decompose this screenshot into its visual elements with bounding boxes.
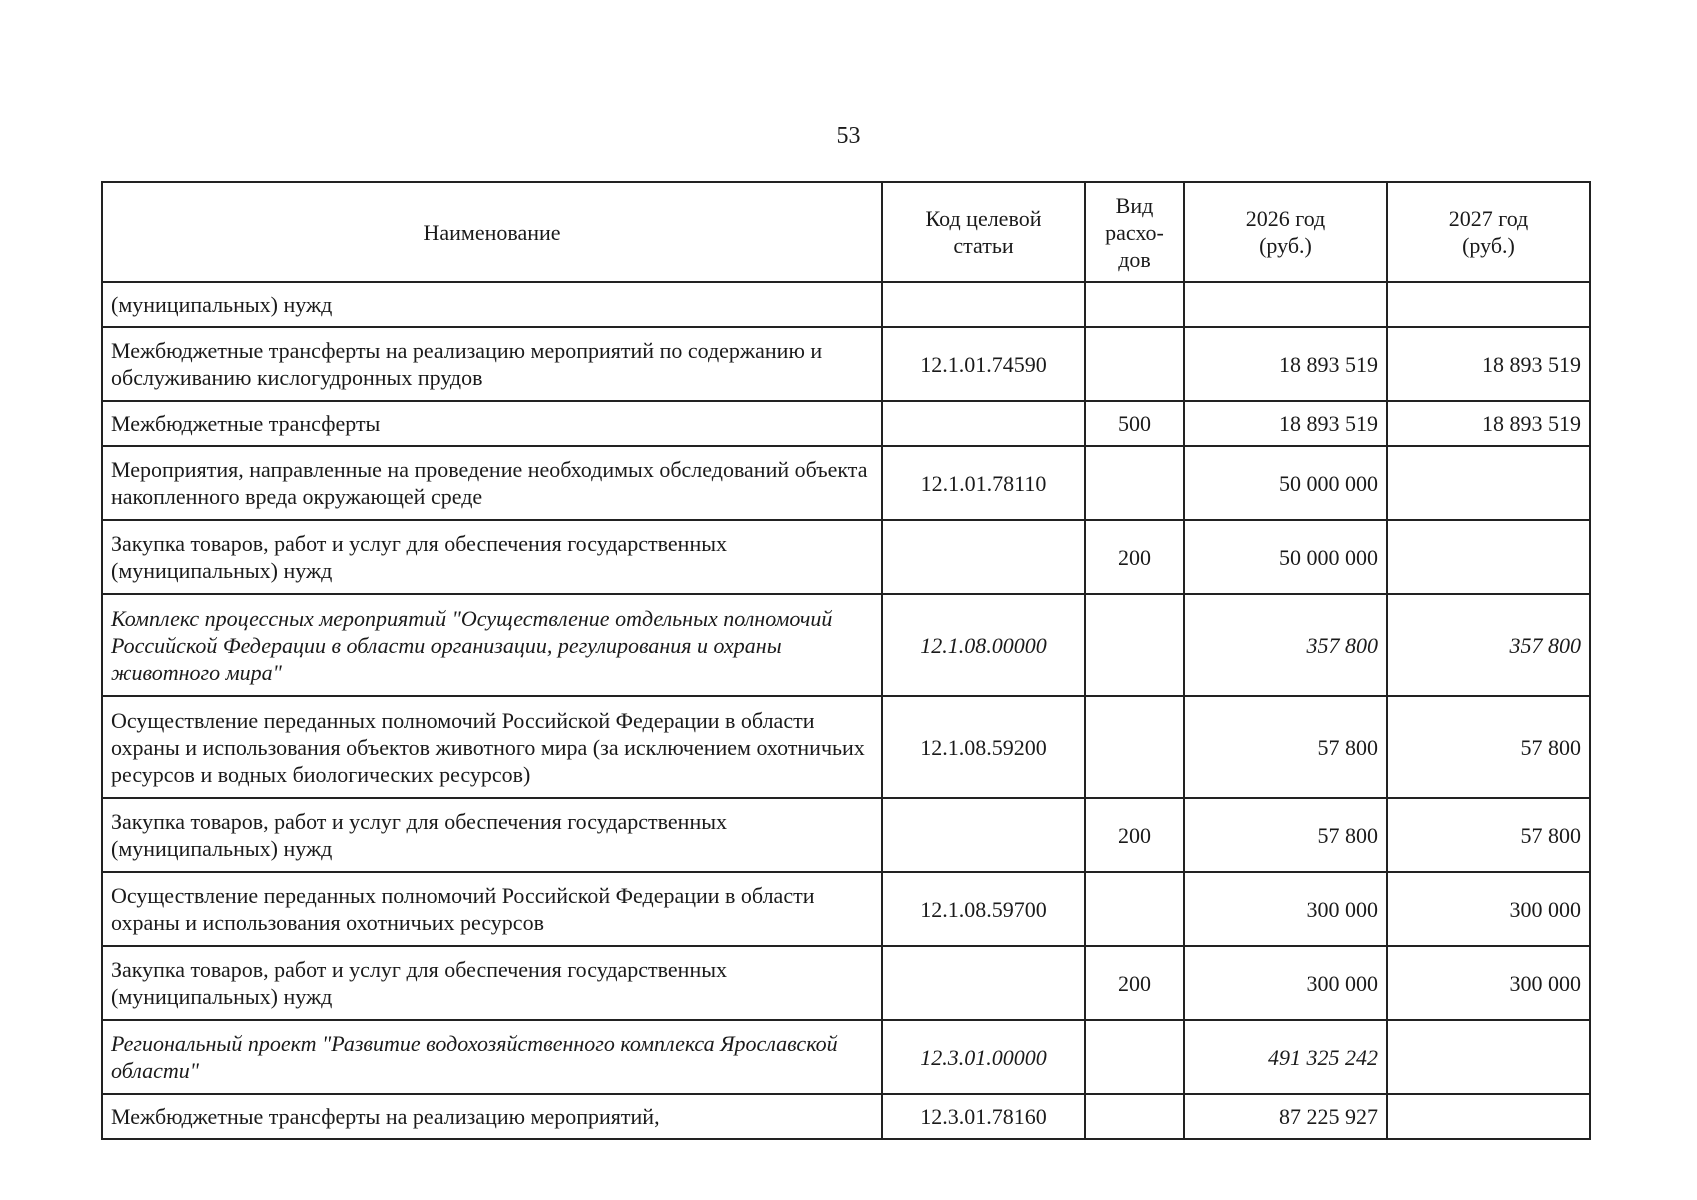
row-kind: 200 [1085, 798, 1184, 872]
row-2026: 491 325 242 [1184, 1020, 1387, 1094]
page-number: 53 [836, 123, 861, 149]
row-kind [1085, 1094, 1184, 1139]
row-2026: 87 225 927 [1184, 1094, 1387, 1139]
row-name: Межбюджетные трансферты на реализацию мероприятий, [102, 1094, 882, 1139]
table-header-row [102, 182, 1590, 282]
row-2026: 18 893 519 [1184, 327, 1387, 401]
row-2027 [1387, 282, 1590, 327]
row-kind [1085, 446, 1184, 520]
row-code: 12.3.01.00000 [882, 1020, 1085, 1094]
row-code: 12.1.01.78110 [882, 446, 1085, 520]
row-name: Межбюджетные трансферты [102, 401, 882, 446]
row-code [882, 401, 1085, 446]
row-2027: 300 000 [1387, 946, 1590, 1020]
header-code: Код целевой статьи [882, 182, 1085, 282]
row-name: Межбюджетные трансферты на реализацию мероприятий по содержанию и обслуживанию кислогудронных прудов [102, 327, 882, 401]
row-name: (муниципальных) нужд [102, 282, 882, 327]
row-code: 12.3.01.78160 [882, 1094, 1085, 1139]
row-2026: 300 000 [1184, 946, 1387, 1020]
row-kind: 200 [1085, 520, 1184, 594]
row-code: 12.1.08.00000 [882, 594, 1085, 696]
row-code: 12.1.01.74590 [882, 327, 1085, 401]
row-code [882, 520, 1085, 594]
row-kind: 200 [1085, 946, 1184, 1020]
row-2026: 57 800 [1184, 696, 1387, 798]
row-2027: 57 800 [1387, 798, 1590, 872]
table-row [102, 401, 1590, 446]
row-code [882, 946, 1085, 1020]
row-2027: 357 800 [1387, 594, 1590, 696]
row-2027 [1387, 520, 1590, 594]
table-row [102, 946, 1590, 1020]
row-2026: 50 000 000 [1184, 446, 1387, 520]
header-kind: Вид расхо- дов [1085, 182, 1184, 282]
row-2027: 300 000 [1387, 872, 1590, 946]
table-row [102, 327, 1590, 401]
row-kind: 500 [1085, 401, 1184, 446]
row-name: Закупка товаров, работ и услуг для обеспечения государственных (муниципальных) нужд [102, 520, 882, 594]
row-kind [1085, 1020, 1184, 1094]
row-name: Региональный проект "Развитие водохозяйственного комплекса Ярославской области" [102, 1020, 882, 1094]
row-code [882, 798, 1085, 872]
row-2026: 57 800 [1184, 798, 1387, 872]
table-row [102, 1020, 1590, 1094]
header-2027: 2027 год (руб.) [1387, 182, 1590, 282]
row-name: Осуществление переданных полномочий Российской Федерации в области охраны и использования объектов животного мира (за исключением охотничьих ресурсов и водных биологических ресурсов) [102, 696, 882, 798]
row-name: Мероприятия, направленные на проведение необходимых обследований объекта накопленного вреда окружающей среде [102, 446, 882, 520]
table-row [102, 1094, 1590, 1139]
row-kind [1085, 282, 1184, 327]
row-code: 12.1.08.59700 [882, 872, 1085, 946]
row-2027 [1387, 1020, 1590, 1094]
header-name: Наименование [102, 182, 882, 282]
row-2027: 18 893 519 [1387, 327, 1590, 401]
row-2026: 357 800 [1184, 594, 1387, 696]
row-name: Комплекс процессных мероприятий "Осуществление отдельных полномочий Российской Федерации в области организации, регулирования и охраны животного мира" [102, 594, 882, 696]
budget-table [101, 181, 1591, 1140]
row-2027: 18 893 519 [1387, 401, 1590, 446]
row-name: Закупка товаров, работ и услуг для обеспечения государственных (муниципальных) нужд [102, 798, 882, 872]
row-2026 [1184, 282, 1387, 327]
row-2027 [1387, 1094, 1590, 1139]
row-name: Осуществление переданных полномочий Российской Федерации в области охраны и использования охотничьих ресурсов [102, 872, 882, 946]
table-row [102, 282, 1590, 327]
table-row [102, 594, 1590, 696]
row-2026: 50 000 000 [1184, 520, 1387, 594]
row-kind [1085, 594, 1184, 696]
row-2027: 57 800 [1387, 696, 1590, 798]
row-code [882, 282, 1085, 327]
table-row [102, 446, 1590, 520]
row-kind [1085, 872, 1184, 946]
row-code: 12.1.08.59200 [882, 696, 1085, 798]
table-row [102, 798, 1590, 872]
table-row [102, 520, 1590, 594]
row-name: Закупка товаров, работ и услуг для обеспечения государственных (муниципальных) нужд [102, 946, 882, 1020]
table-row [102, 696, 1590, 798]
row-kind [1085, 696, 1184, 798]
row-2027 [1387, 446, 1590, 520]
row-2026: 300 000 [1184, 872, 1387, 946]
row-kind [1085, 327, 1184, 401]
header-2026: 2026 год (руб.) [1184, 182, 1387, 282]
table-row [102, 872, 1590, 946]
row-2026: 18 893 519 [1184, 401, 1387, 446]
